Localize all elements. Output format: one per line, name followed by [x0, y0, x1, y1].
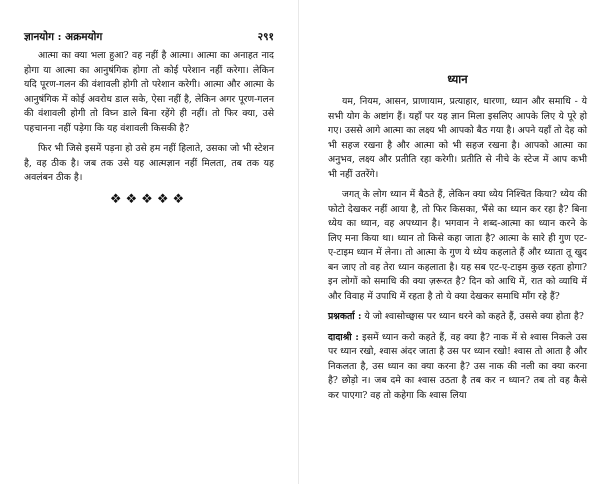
- left-page: [0, 0, 288, 484]
- chapter-heading: ध्यान: [447, 72, 468, 86]
- left-page-header: [24, 30, 274, 44]
- left-paragraph-2: फिर भी जिसे इसमें पड़ना हो उसे हम नहीं हिलाते, उसका जो भी स्टेशन है, वह ठीक है। जब तक उसे यह आत्मज्ञान नहीं मिलता, तब तक यह अवलंबन ठीक है।: [24, 143, 274, 183]
- book-section-title: ज्ञानयोग : अक्रमयोग: [24, 31, 103, 43]
- page-number: २९१: [257, 31, 274, 43]
- right-paragraph-2: जगत् के लोग ध्यान में बैठते हैं, लेकिन क्या ध्येय निश्चित किया? ध्येय की फोटो देखकर नहीं आया है, तो फिर किसका, भैंसे का ध्यान कर रहा है? बिना ध्येय का ध्यान, वह अपध्यान है। भगवान ने शब्द-आत्मा का ध्यान करने के लिए मना किया था। ध्यान तो किसे कहा जाता है? आत्मा के सारे ही गुण एट-ए-टाइम ध्यान में लेना। तो आत्मा के गुण ये ध्येय कहलाते हैं और ध्याता तू खुद बन जाए तो वह तेरा ध्यान कहलाता है। यह सब एट-ए-टाइम कुछ रहता होगा? इन लोगों को समाधि की क्या ज़रूरत है? दिन को आधि में, रात को व्याधि में और विवाह में उपाधि में रहता है तो ये क्या देखकर समाधि माँग रहे हैं?: [328, 189, 587, 302]
- answer-paragraph: [328, 331, 587, 404]
- question-text: ये जो श्वासोच्छ्वास पर ध्यान धरने को कहते हैं, उससे क्या होता है?: [361, 311, 584, 322]
- right-paragraph-1: यम, नियम, आसन, प्राणायाम, प्रत्याहार, धारणा, ध्यान और समाधि - ये सभी योग के अष्टांग हैं। यहाँ पर यह ज्ञान मिला इसलिए आपके लिए ये पूरे हो गए। उससे आगे आत्मा का लक्ष्य भी आपको बैठ गया है। अपने यहाँ तो देह को भी सहज रखना है और आत्मा को भी सहज रखना है। आपको आत्मा का अनुभव, लक्ष्य और प्रतीति रहा करेगी। प्रतीति से नीचे के स्टेज में आप कभी भी नहीं उतरेंगे।: [328, 96, 587, 180]
- book-gutter: [298, 0, 299, 484]
- question-paragraph: [328, 310, 587, 325]
- answer-text: इसमें ध्यान करो कहते हैं, वह क्या है? नाक में से श्वास निकले उस पर ध्यान रखो, श्वास अंदर जाता है उस पर ध्यान रखो! श्वास तो आता है और निकलता है, उस ध्यान का क्या करना है? उस नाक की नली का क्या करना है? छोड़ो न। जब दमे का श्वास उठता है तब कर न ध्यान? तब तो वह कैसे कर पाएगा? वह तो कहेगा कि श्वास लिया: [328, 331, 587, 401]
- left-paragraph-1: आत्मा का क्या भला हुआ? वह नहीं है आत्मा। आत्मा का अनाहत नाद होगा या आत्मा का आनुषंगिक होगा तो कोई परेशान नहीं करेगा। लेकिन यदि पूरण-गलन की वंशावली होगी तो परेशान करेगी। आत्मा और आत्मा के आनुषंगिक में कोई अवरोध डाल सके, ऐसा नहीं है, लेकिन अगर पूरण-गलन की वंशावली होगी तो विघ्न डाले बिना रहेंगे ही नहीं। तो फिर क्या, उसे पहचानना नहीं पड़ेगा कि यह वंशावली किसकी है?: [24, 50, 274, 134]
- dadashri-label: दादाश्री :: [328, 331, 359, 343]
- questioner-label: प्रश्नकर्ता :: [328, 311, 362, 322]
- section-end-ornament: ❖❖❖❖❖: [109, 191, 189, 207]
- right-page: [310, 0, 599, 484]
